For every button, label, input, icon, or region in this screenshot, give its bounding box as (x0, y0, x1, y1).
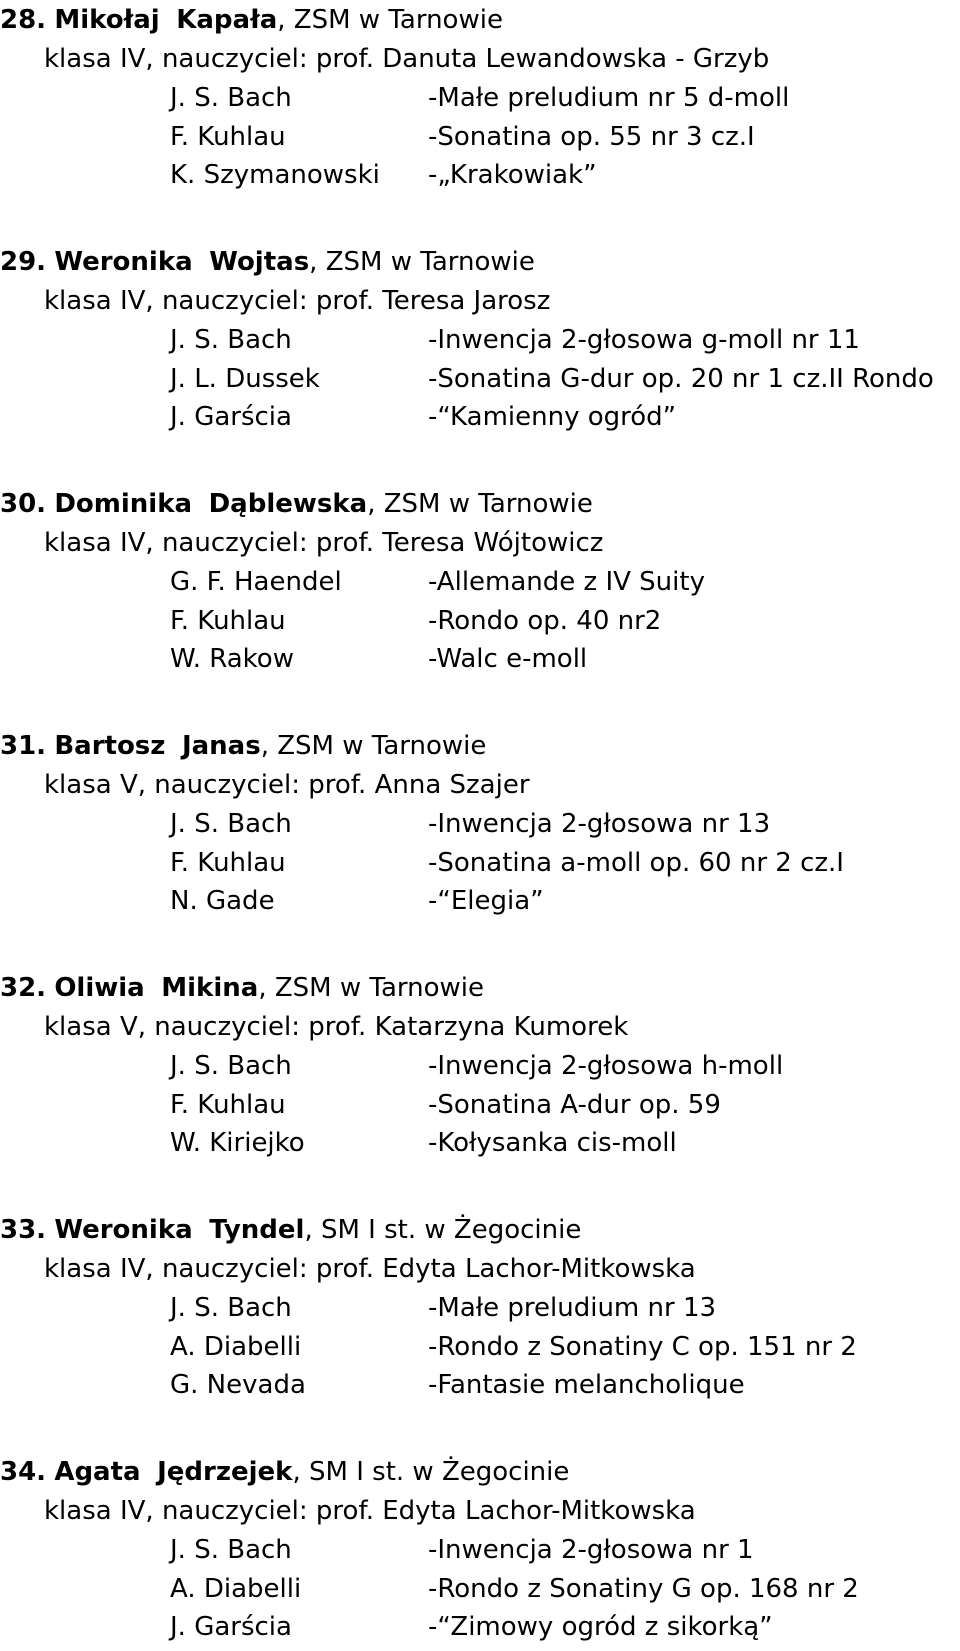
composer-name: J. S. Bach (170, 1293, 292, 1323)
piece-title: -Sonatina op. 55 nr 3 cz.I (428, 121, 755, 152)
composer-name: F. Kuhlau (170, 605, 286, 636)
piece-title: -Inwencja 2-głosowa nr 13 (428, 809, 771, 839)
performer-heading (0, 242, 535, 282)
class-teacher-line: klasa V, nauczyciel: prof. Anna Szajer (44, 770, 530, 800)
performer-heading (0, 1452, 569, 1492)
repertoire-item (170, 843, 960, 883)
composer-name: J. S. Bach (170, 1051, 292, 1081)
entry-number: 31. (0, 731, 47, 761)
piece-title: -Inwencja 2-głosowa h-moll (428, 1051, 784, 1081)
composer-name: J. S. Bach (170, 325, 292, 355)
piece-title: -Walc e-moll (428, 644, 588, 674)
entry-number: 32. (0, 973, 47, 1003)
class-teacher-line: klasa V, nauczyciel: prof. Katarzyna Kumorek (44, 1012, 629, 1042)
repertoire-item (170, 601, 960, 641)
entry-number: 29. (0, 247, 47, 277)
piece-title: -Inwencja 2-głosowa nr 1 (428, 1535, 754, 1565)
performer-heading (0, 484, 593, 524)
class-teacher-line: klasa IV, nauczyciel: prof. Edyta Lachor-Mitkowska (44, 1254, 696, 1284)
performer-first-name: Agata (54, 1457, 141, 1487)
entry-number: 34. (0, 1457, 47, 1487)
repertoire-item (170, 1530, 960, 1570)
piece-title: -Inwencja 2-głosowa g-moll nr 11 (428, 325, 860, 355)
school-name: , ZSM w Tarnowie (260, 731, 487, 761)
repertoire-item (170, 1085, 960, 1125)
piece-title: -Fantasie melancholique (428, 1370, 745, 1400)
composer-name: J. S. Bach (170, 83, 292, 113)
repertoire-item (170, 117, 960, 157)
piece-title: -Rondo op. 40 nr2 (428, 605, 662, 636)
class-teacher-line: klasa IV, nauczyciel: prof. Danuta Lewandowska - Grzyb (44, 44, 770, 74)
piece-title: -Sonatina G-dur op. 20 nr 1 cz.II Rondo (428, 363, 934, 394)
composer-name: G. F. Haendel (170, 567, 342, 597)
performer-last-name: Dąblewska (208, 489, 368, 519)
repertoire-item (170, 1123, 960, 1163)
piece-title: -Rondo z Sonatiny G op. 168 nr 2 (428, 1573, 859, 1604)
piece-title: -Sonatina a-moll op. 60 nr 2 cz.I (428, 847, 844, 878)
repertoire-item (170, 1046, 960, 1086)
repertoire-item (170, 1365, 960, 1405)
performer-heading (0, 0, 503, 40)
performer-first-name: Weronika (54, 1215, 193, 1245)
piece-title: -Rondo z Sonatiny C op. 151 nr 2 (428, 1331, 857, 1362)
performer-first-name: Dominika (54, 489, 193, 519)
composer-name: N. Gade (170, 886, 275, 916)
composer-name: J. S. Bach (170, 809, 292, 839)
performer-heading (0, 726, 486, 766)
class-teacher-line: klasa IV, nauczyciel: prof. Edyta Lachor-Mitkowska (44, 1496, 696, 1526)
piece-title: -“Elegia” (428, 886, 544, 916)
school-name: , ZSM w Tarnowie (258, 973, 484, 1003)
repertoire-item (170, 155, 960, 195)
piece-title: -Sonatina A-dur op. 59 (428, 1089, 721, 1120)
repertoire-item (170, 804, 960, 844)
composer-name: G. Nevada (170, 1370, 306, 1400)
composer-name: J. Garścia (170, 402, 292, 432)
repertoire-item (170, 320, 960, 360)
school-name: , ZSM w Tarnowie (367, 489, 593, 519)
performer-first-name: Mikołaj (54, 5, 160, 35)
class-teacher-line: klasa IV, nauczyciel: prof. Teresa Wójtowicz (44, 528, 604, 558)
piece-title: -Allemande z IV Suity (428, 567, 705, 597)
school-name: , SM I st. w Żegocinie (292, 1457, 570, 1487)
repertoire-item (170, 359, 960, 399)
piece-title: -Małe preludium nr 13 (428, 1293, 717, 1323)
repertoire-item (170, 881, 960, 921)
performer-last-name: Tyndel (209, 1215, 305, 1245)
repertoire-item (170, 397, 960, 437)
composer-name: W. Kiriejko (170, 1128, 305, 1158)
performer-first-name: Bartosz (54, 731, 166, 761)
performer-first-name: Weronika (54, 247, 193, 277)
piece-title: -Małe preludium nr 5 d-moll (428, 83, 790, 113)
repertoire-item (170, 639, 960, 679)
composer-name: J. Garścia (170, 1612, 292, 1642)
composer-name: A. Diabelli (170, 1331, 302, 1362)
performer-last-name: Mikina (161, 973, 259, 1003)
performer-first-name: Oliwia (54, 973, 145, 1003)
composer-name: K. Szymanowski (170, 160, 380, 190)
performer-last-name: Kapała (176, 5, 278, 35)
school-name: , ZSM w Tarnowie (309, 247, 535, 277)
performer-heading (0, 1210, 581, 1250)
entry-number: 28. (0, 5, 47, 35)
school-name: , SM I st. w Żegocinie (304, 1215, 582, 1245)
piece-title: -Kołysanka cis-moll (428, 1128, 677, 1158)
composer-name: J. S. Bach (170, 1535, 292, 1565)
repertoire-item (170, 1288, 960, 1328)
entry-number: 30. (0, 489, 47, 519)
repertoire-item (170, 1327, 960, 1367)
composer-name: A. Diabelli (170, 1573, 302, 1604)
composer-name: F. Kuhlau (170, 1089, 286, 1120)
repertoire-item (170, 1569, 960, 1609)
composer-name: F. Kuhlau (170, 847, 286, 878)
performer-last-name: Janas (181, 731, 261, 761)
repertoire-item (170, 562, 960, 602)
performer-last-name: Jędrzejek (157, 1457, 293, 1487)
performer-heading (0, 968, 484, 1008)
performer-last-name: Wojtas (209, 247, 310, 277)
school-name: , ZSM w Tarnowie (277, 5, 503, 35)
piece-title: -“Kamienny ogród” (428, 402, 677, 432)
composer-name: J. L. Dussek (170, 363, 320, 394)
class-teacher-line: klasa IV, nauczyciel: prof. Teresa Jarosz (44, 286, 551, 316)
entry-number: 33. (0, 1215, 47, 1245)
piece-title: -„Krakowiak” (428, 160, 597, 190)
composer-name: F. Kuhlau (170, 121, 286, 152)
composer-name: W. Rakow (170, 644, 294, 674)
piece-title: -“Zimowy ogród z sikorką” (428, 1612, 773, 1642)
repertoire-item (170, 78, 960, 118)
repertoire-item (170, 1607, 960, 1647)
